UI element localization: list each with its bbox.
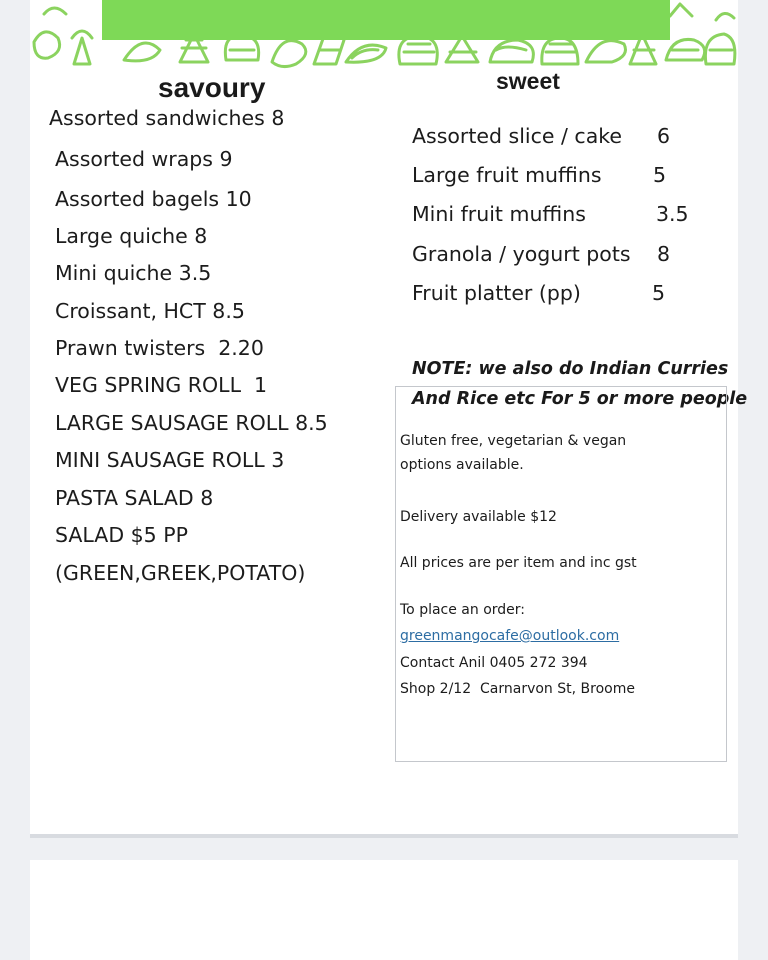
sweet-item-price: 8 (657, 242, 671, 266)
sweet-item-price: 5 (652, 281, 666, 305)
savoury-item: Croissant, HCT 8.5 (55, 299, 245, 323)
sweet-item-price: 3.5 (656, 202, 689, 226)
sweet-item-name: Mini fruit muffins (412, 202, 586, 226)
dietary-info-line-2: options available. (400, 457, 524, 473)
savoury-item: Large quiche 8 (55, 224, 208, 248)
savoury-item: Assorted sandwiches 8 (49, 106, 285, 130)
savoury-item: MINI SAUSAGE ROLL 3 (55, 448, 285, 472)
savoury-item: (GREEN,GREEK,POTATO) (55, 561, 306, 585)
sweet-heading: sweet (496, 68, 560, 94)
email-link[interactable]: greenmangocafe@outlook.com (400, 628, 620, 644)
savoury-item: SALAD $5 PP (55, 523, 188, 547)
delivery-info: Delivery available $12 (400, 509, 557, 525)
sweet-item-name: Assorted slice / cake (412, 124, 623, 148)
savoury-item: Assorted wraps 9 (55, 147, 233, 171)
savoury-item: Assorted bagels 10 (55, 187, 252, 211)
page-divider (30, 834, 738, 838)
sweet-item-price: 6 (657, 124, 671, 148)
savoury-item: Prawn twisters 2.20 (55, 336, 264, 360)
header-banner (102, 0, 670, 40)
sweet-item-name: Granola / yogurt pots (412, 242, 631, 266)
savoury-item: VEG SPRING ROLL 1 (55, 373, 268, 397)
savoury-item: LARGE SAUSAGE ROLL 8.5 (55, 411, 328, 435)
price-info: All prices are per item and inc gst (400, 555, 637, 571)
address-info: Shop 2/12 Carnarvon St, Broome (400, 681, 635, 697)
savoury-heading: savoury (158, 72, 266, 103)
dietary-info-line-1: Gluten free, vegetarian & vegan (400, 433, 627, 449)
sweet-item-price: 5 (653, 163, 667, 187)
contact-info: Contact Anil 0405 272 394 (400, 655, 588, 671)
next-page (30, 860, 738, 960)
savoury-item: PASTA SALAD 8 (55, 486, 214, 510)
sweet-item-name: Fruit platter (pp) (412, 281, 581, 305)
menu-page (30, 0, 748, 834)
savoury-item: Mini quiche 3.5 (55, 261, 212, 285)
note-line-1: NOTE: we also do Indian Curries (412, 359, 729, 379)
sweet-item-name: Large fruit muffins (412, 163, 602, 187)
note-line-2: And Rice etc For 5 or more people (412, 389, 748, 409)
order-label: To place an order: (400, 602, 526, 618)
